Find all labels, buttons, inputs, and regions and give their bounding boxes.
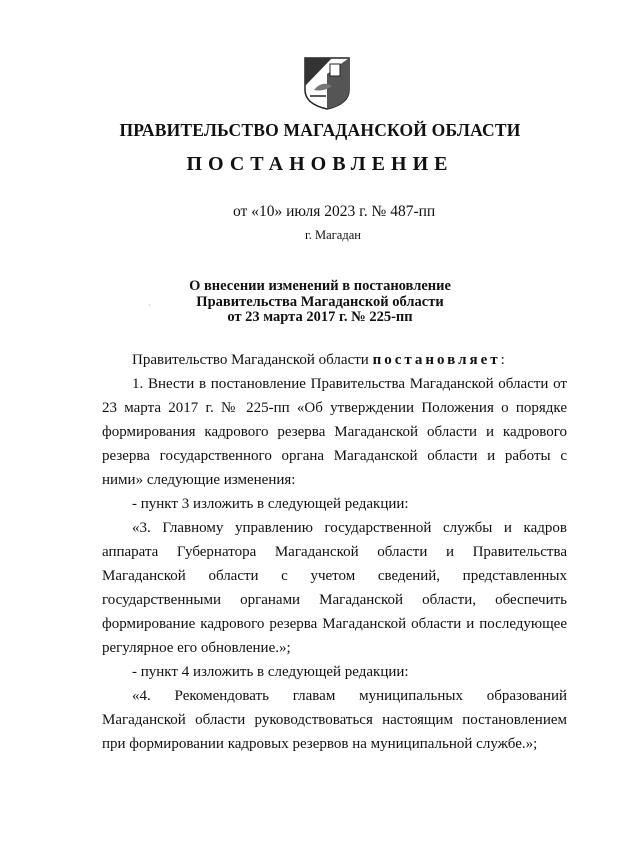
intro-verb: постановляет: [372, 352, 501, 368]
document-body: [102, 348, 567, 756]
resolution-intro: [102, 348, 567, 372]
document-date-number: от «10» июля 2023 г. № 487-пп: [233, 203, 436, 220]
coat-of-arms-icon: [302, 56, 352, 110]
document-type: ПОСТАНОВЛЕНИЕ: [186, 153, 454, 175]
quoted-point-4: «4. Рекомендовать главам муниципальных образований Магаданской области руководствоваться настоящим постановлением при формировании кадровых резервов на муниципальной службе.»;: [102, 688, 567, 752]
item-1: 1. Внести в постановление Правительства Магаданской области от 23 марта 2017 г. № 225-пп «Об утверждении Положения о порядке формирования кадрового резерва Магаданской области и кадрового резерва государственного органа Магаданской области и работы с ними» следующие изменения:: [102, 376, 567, 488]
document-title: [0, 279, 640, 326]
scan-speck: ·: [148, 301, 151, 310]
document-title-line: О внесении изменений в постановление: [189, 278, 451, 294]
organization-name: ПРАВИТЕЛЬСТВО МАГАДАНСКОЙ ОБЛАСТИ: [119, 120, 521, 140]
document-title-line: Правительства Магаданской области: [196, 293, 444, 310]
intro-colon: :: [500, 352, 505, 368]
document-title-line: от 23 марта 2017 г. № 225-пп: [227, 309, 413, 325]
sub-item-point-4: - пункт 4 изложить в следующей редакции:: [132, 664, 409, 680]
document-city: г. Магадан: [305, 228, 361, 242]
quoted-point-3: «3. Главному управлению государственной службы и кадров аппарата Губернатора Магаданской области и Правительства Магаданской области с учетом сведений, представленных государственными органами Магаданской области, обеспечить формирование кадрового резерва Магаданской области и последующее регулярное его обновление.»;: [102, 520, 567, 656]
intro-subject: Правительство Магаданской области: [132, 352, 369, 368]
sub-item-point-3: - пункт 3 изложить в следующей редакции:: [132, 496, 409, 512]
